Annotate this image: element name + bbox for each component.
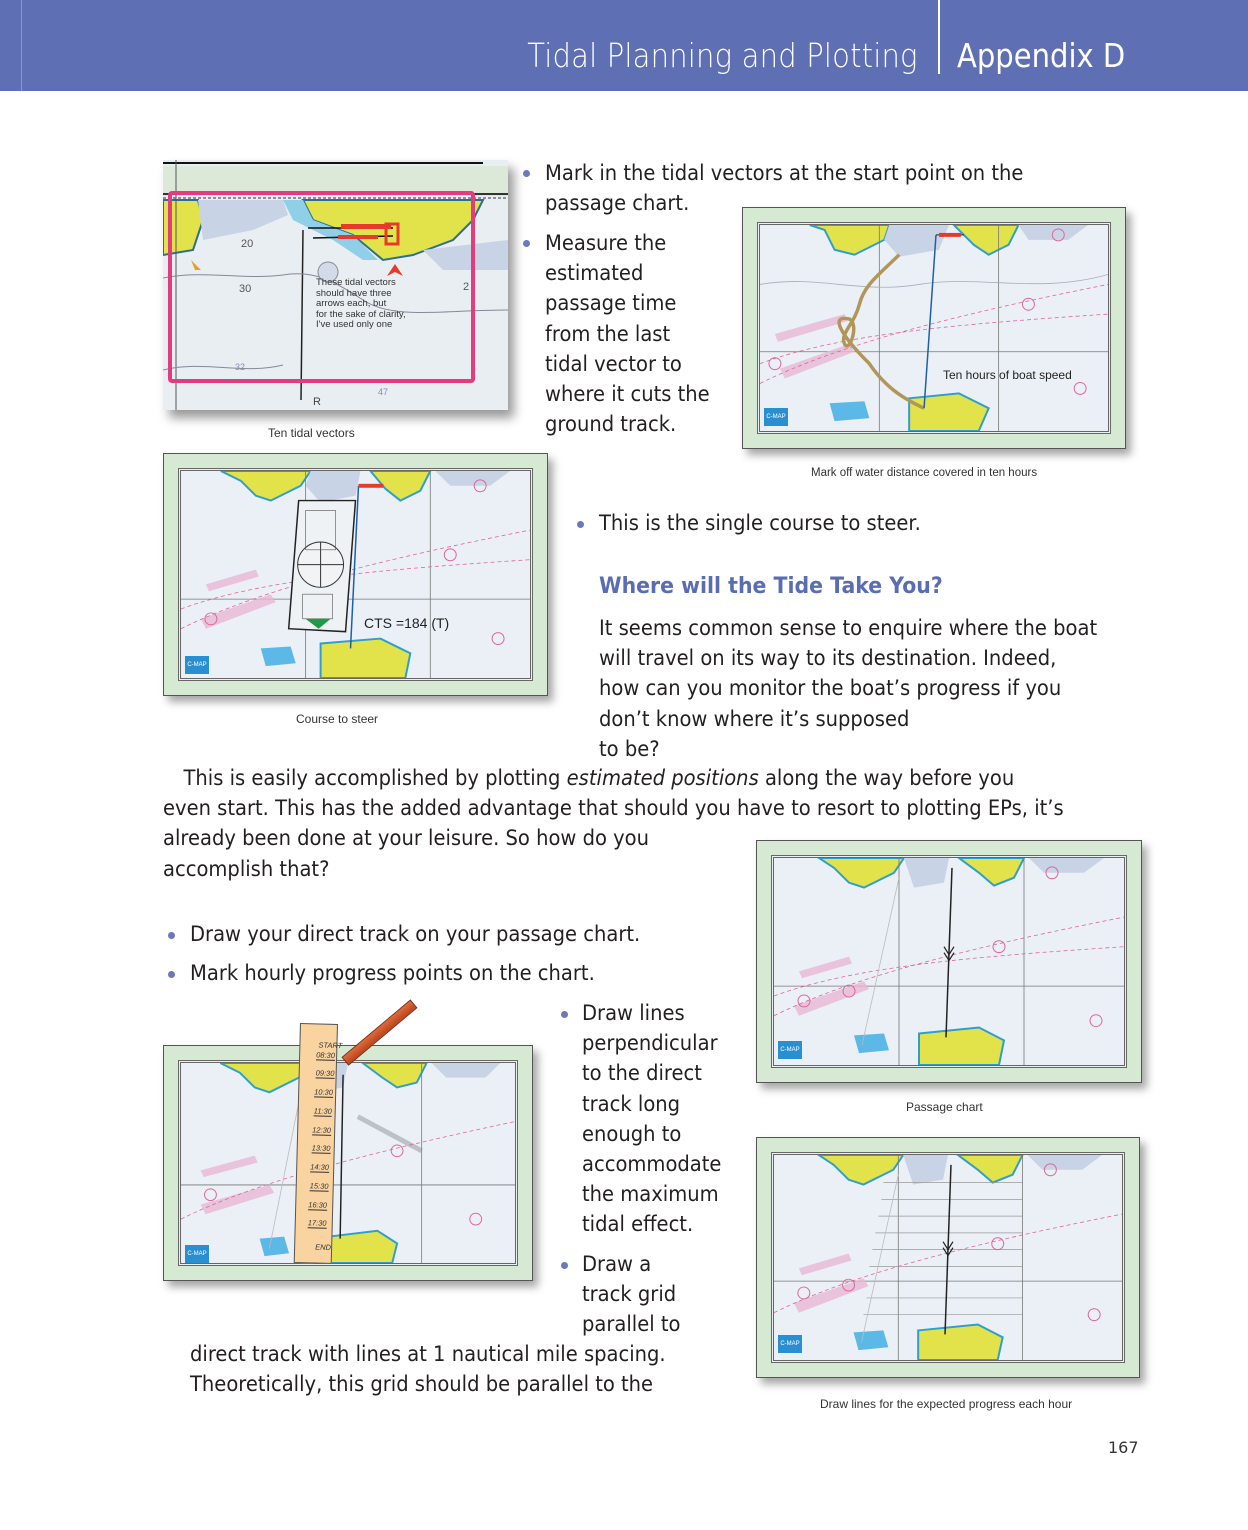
bullet-icon bbox=[561, 1011, 568, 1018]
text-line bbox=[163, 763, 1064, 793]
cmap-logo: C-MAP bbox=[778, 1335, 802, 1353]
text-line: from the last bbox=[545, 321, 671, 346]
text-run: along the way before you bbox=[758, 766, 1015, 790]
text-run: This is easily accomplished by plotting bbox=[183, 766, 567, 790]
text-line: the maximum bbox=[582, 1182, 719, 1207]
text-line: Draw a bbox=[582, 1252, 652, 1276]
text-line: ground track. bbox=[545, 412, 677, 437]
figure-hourly-ruler bbox=[163, 1045, 533, 1281]
chart-map-area bbox=[178, 468, 533, 681]
text-line: Mark in the tidal vectors at the start point on the bbox=[545, 161, 1024, 185]
text-line: accomplish that? bbox=[163, 856, 330, 881]
bullet-icon bbox=[577, 521, 584, 528]
text-line: where it cuts the bbox=[545, 382, 710, 407]
bullet-icon bbox=[168, 971, 175, 978]
hourly-ruler-chart-image bbox=[181, 1063, 515, 1263]
page-number: 167 bbox=[1108, 1438, 1139, 1457]
cts-label: CTS =184 (T) bbox=[364, 615, 450, 631]
ruler-label: END bbox=[315, 1242, 332, 1252]
paragraph bbox=[190, 1339, 666, 1399]
boat-speed-label: Ten hours of boat speed bbox=[943, 368, 1072, 382]
bullet-text: This is the single course to steer. bbox=[599, 511, 921, 535]
text-line: estimated bbox=[545, 261, 644, 286]
figure-caption: Mark off water distance covered in ten hours bbox=[811, 467, 1038, 479]
figure-passage-chart bbox=[756, 840, 1142, 1083]
bullet-text bbox=[582, 998, 721, 1240]
ruler-label: 10:30 bbox=[314, 1087, 334, 1097]
header-divider bbox=[938, 0, 940, 74]
passage-chart-image bbox=[774, 858, 1124, 1065]
text-line: to the direct bbox=[582, 1061, 702, 1086]
text-line: tidal vector to bbox=[545, 351, 682, 376]
text-line: don’t know where it’s supposed bbox=[599, 706, 910, 731]
figure-hourly-lines bbox=[756, 1137, 1140, 1378]
course-to-steer-chart-image bbox=[181, 471, 530, 678]
ruler-label: 15:30 bbox=[309, 1181, 329, 1191]
figure-caption: Ten tidal vectors bbox=[268, 426, 355, 440]
text-line: Draw lines bbox=[582, 1001, 685, 1025]
ruler-label: 08:30 bbox=[316, 1050, 336, 1060]
text-line: Theoretically, this grid should be parallel to the bbox=[190, 1372, 654, 1397]
ruler-label: 16:30 bbox=[308, 1200, 328, 1210]
figure-water-distance bbox=[742, 207, 1126, 449]
text-line: already been done at your leisure. So how do you bbox=[163, 826, 650, 851]
appendix-label: Appendix D bbox=[957, 36, 1126, 75]
chart-map-area bbox=[178, 1060, 518, 1266]
bullet-text: Draw your direct track on your passage chart. bbox=[190, 922, 641, 946]
figure-caption: Passage chart bbox=[906, 1100, 983, 1114]
ruler-label: 14:30 bbox=[310, 1162, 330, 1172]
figure-course-to-steer bbox=[163, 453, 548, 696]
text-line: passage chart. bbox=[545, 191, 690, 216]
ruler-label: 17:30 bbox=[307, 1218, 327, 1228]
note-line: should have three bbox=[316, 287, 392, 299]
bullet-icon bbox=[523, 240, 530, 247]
emphasis-text: estimated positions bbox=[566, 766, 759, 790]
text-line: even start. This has the added advantage that should you have to resort to plotting EPs, it’s bbox=[163, 796, 1064, 821]
text-line: It seems common sense to enquire where the boat bbox=[599, 616, 1098, 640]
cmap-logo: C-MAP bbox=[778, 1041, 802, 1059]
svg-text:32: 32 bbox=[235, 362, 246, 372]
ruler-label: 12:30 bbox=[312, 1125, 332, 1135]
text-line: direct track with lines at 1 nautical mile spacing. bbox=[190, 1342, 666, 1366]
bullet-icon bbox=[168, 932, 175, 939]
cmap-logo: C-MAP bbox=[185, 656, 209, 674]
note-line: I've used only one bbox=[316, 319, 393, 330]
bullet-text: Mark hourly progress points on the chart. bbox=[190, 961, 595, 985]
figure-ten-tidal-vectors bbox=[163, 160, 508, 410]
tidal-vectors-note bbox=[316, 278, 406, 331]
note-line: for the sake of clarity, bbox=[316, 308, 406, 320]
cmap-logo: C-MAP bbox=[185, 1245, 209, 1263]
text-line: parallel to bbox=[582, 1312, 681, 1337]
water-distance-chart-image bbox=[760, 225, 1108, 431]
text-line: how can you monitor the boat’s progress if you bbox=[599, 676, 1062, 701]
bullet-text bbox=[545, 228, 710, 439]
svg-text:R: R bbox=[313, 396, 321, 408]
text-line: to be? bbox=[599, 736, 660, 761]
text-line: tidal effect. bbox=[582, 1212, 694, 1237]
figure-caption: Draw lines for the expected progress each hour bbox=[820, 1397, 1073, 1411]
text-line: passage time bbox=[545, 291, 677, 316]
header-margin-line bbox=[21, 0, 22, 91]
hourly-lines-chart-image bbox=[774, 1155, 1122, 1360]
svg-text:20: 20 bbox=[241, 238, 254, 250]
section-heading: Where will the Tide Take You? bbox=[599, 574, 943, 599]
text-line: Measure the bbox=[545, 231, 667, 255]
time-ruler bbox=[294, 1023, 343, 1264]
svg-text:2: 2 bbox=[463, 281, 470, 293]
chart-map-area bbox=[771, 1152, 1125, 1363]
bullet-text bbox=[582, 1249, 680, 1340]
chapter-title: Tidal Planning and Plotting bbox=[527, 36, 918, 75]
text-line: perpendicular bbox=[582, 1031, 718, 1056]
bullet-icon bbox=[523, 170, 530, 177]
text-line: will travel on its way to its destination. Indeed, bbox=[599, 646, 1057, 671]
svg-text:30: 30 bbox=[239, 283, 252, 295]
chapter-header bbox=[0, 0, 1248, 91]
svg-text:47: 47 bbox=[378, 387, 389, 397]
ruler-label: 13:30 bbox=[311, 1143, 331, 1153]
note-line: arrows each, but bbox=[316, 298, 387, 309]
ruler-label: 11:30 bbox=[313, 1106, 333, 1116]
note-line: These tidal vectors bbox=[316, 277, 396, 288]
ruler-label: START bbox=[318, 1040, 343, 1051]
text-line: track grid bbox=[582, 1282, 677, 1307]
ruler-label: 09:30 bbox=[315, 1068, 335, 1078]
text-line: accommodate bbox=[582, 1152, 722, 1177]
bullet-icon bbox=[561, 1262, 568, 1269]
text-line: enough to bbox=[582, 1121, 682, 1146]
cmap-logo: C-MAP bbox=[764, 408, 788, 426]
text-line: track long bbox=[582, 1091, 681, 1116]
figure-caption: Course to steer bbox=[296, 712, 379, 726]
chart-map-area bbox=[771, 855, 1127, 1068]
paragraph bbox=[599, 613, 1097, 764]
chart-map-area bbox=[757, 222, 1111, 434]
